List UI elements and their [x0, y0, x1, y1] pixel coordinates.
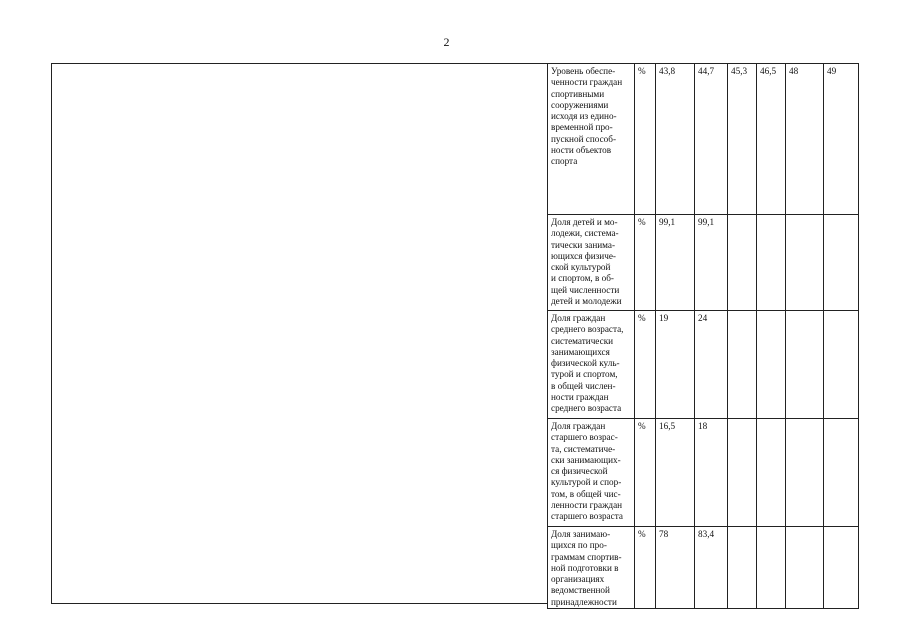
value-cell — [728, 311, 757, 419]
value-cell: 83,4 — [695, 527, 728, 609]
value-cell: 99,1 — [656, 215, 695, 311]
value-cell — [757, 527, 786, 609]
value-cell: 44,7 — [695, 64, 728, 215]
table-row — [548, 215, 859, 311]
value-cell — [824, 419, 859, 527]
value-cell: 48 — [786, 64, 824, 215]
value-cell: 43,8 — [656, 64, 695, 215]
value-cell: 78 — [656, 527, 695, 609]
value-cell — [786, 527, 824, 609]
table-row — [548, 64, 859, 215]
value-cell — [786, 419, 824, 527]
unit-cell: % — [635, 64, 656, 215]
value-cell — [824, 311, 859, 419]
value-cell — [728, 527, 757, 609]
value-cell: 16,5 — [656, 419, 695, 527]
indicator-name: Доля граждан среднего возраста, систематически занимающихся физической куль- турой и спортом, в общей числен- ности граждан среднего возраста — [548, 311, 635, 419]
value-cell — [824, 215, 859, 311]
value-cell — [728, 215, 757, 311]
indicator-name: Уровень обеспе- ченности граждан спортивными сооружениями исходя из едино- временной про- пускной способ- ности объектов спорта — [548, 64, 635, 215]
unit-cell: % — [635, 527, 656, 609]
indicator-name: Доля граждан старшего возрас- та, систематиче- ски занимающих- ся физической культурой и спор- том, в общей чис- ленности граждан старшего возраста — [548, 419, 635, 527]
value-cell — [757, 311, 786, 419]
indicator-name: Доля детей и мо- лодежи, система- тически занима- ющихся физиче- ской культурой и спортом, в об- щей численности детей и молодежи — [548, 215, 635, 311]
value-cell: 19 — [656, 311, 695, 419]
table-row — [548, 527, 859, 609]
unit-cell: % — [635, 311, 656, 419]
value-cell: 45,3 — [728, 64, 757, 215]
unit-cell: % — [635, 419, 656, 527]
value-cell — [728, 419, 757, 527]
indicators-table — [547, 63, 859, 609]
indicator-name: Доля занимаю- щихся по про- граммам спортив- ной подготовки в организациях ведомственной принадлежности — [548, 527, 635, 609]
value-cell — [757, 419, 786, 527]
page-number: 2 — [443, 35, 450, 49]
table-row — [548, 311, 859, 419]
value-cell: 99,1 — [695, 215, 728, 311]
value-cell: 24 — [695, 311, 728, 419]
value-cell — [824, 527, 859, 609]
table-row — [548, 419, 859, 527]
unit-cell: % — [635, 215, 656, 311]
left-table-frame — [51, 63, 548, 604]
value-cell — [786, 215, 824, 311]
value-cell: 46,5 — [757, 64, 786, 215]
value-cell — [786, 311, 824, 419]
value-cell: 18 — [695, 419, 728, 527]
value-cell: 49 — [824, 64, 859, 215]
value-cell — [757, 215, 786, 311]
